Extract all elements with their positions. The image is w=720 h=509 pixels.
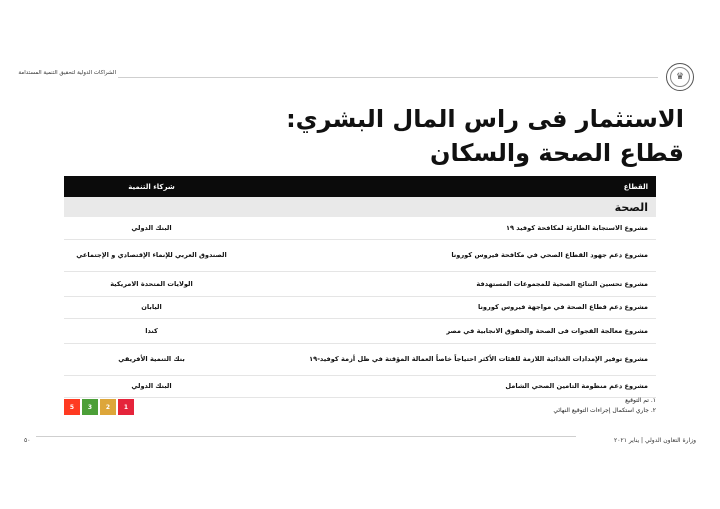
project-name: مشروع الاستجابة الطارئة لمكافحة كوفيد ١٩ xyxy=(239,217,656,239)
development-partner: الولايات المتحدة الامريكية xyxy=(64,271,239,296)
project-name: مشروع تحسين النتائج الصحية للمجموعات المستهدفة xyxy=(239,271,656,296)
table-row xyxy=(64,271,656,296)
projects-table xyxy=(64,176,656,398)
development-partner: كندا xyxy=(64,318,239,343)
page-title: الاستثمار فى راس المال البشري: قطاع الصحة والسكان xyxy=(286,105,684,167)
table-row xyxy=(64,343,656,375)
development-partner: البنك الدولي xyxy=(64,375,239,397)
footnote-signed: ١. تم التوقيع xyxy=(625,397,656,404)
column-header-sector: القطاع xyxy=(239,176,656,197)
project-name: مشروع معالجة الفجوات فى الصحة والحقوق الانجابية في مصر xyxy=(239,318,656,343)
table-row xyxy=(64,296,656,318)
header-subtitle: الشراكات الدولية لتحقيق التنمية المستدامة xyxy=(18,70,116,76)
footnote-pending: ٢. جاري استكمال إجراءات التوقيع النهائي xyxy=(553,407,656,414)
egypt-eagle-emblem-icon: ♛ xyxy=(666,63,694,91)
footer-text: وزارة التعاون الدولي | يناير ٢٠٢١ xyxy=(614,437,696,444)
table-row xyxy=(64,375,656,397)
project-name: مشروع دعم جهود القطاع الصحي في مكافحة فيروس كورونا xyxy=(239,239,656,271)
footer-divider xyxy=(36,436,576,437)
table-header-row xyxy=(64,176,656,197)
sdg-3-good-health-icon: 3 xyxy=(82,399,98,415)
header-divider xyxy=(118,77,658,78)
footnotes xyxy=(553,396,656,416)
page-number: ٥٠ xyxy=(24,437,31,444)
table-group-row xyxy=(64,197,656,217)
group-label-health: الصحة xyxy=(64,197,656,217)
development-partner: البنك الدولي xyxy=(64,217,239,239)
table-row xyxy=(64,318,656,343)
table-row xyxy=(64,217,656,239)
development-partner: اليابان xyxy=(64,296,239,318)
table-row xyxy=(64,239,656,271)
sdg-2-zero-hunger-icon: 2 xyxy=(100,399,116,415)
project-name: مشروع دعم قطاع الصحة في مواجهة فيروس كورونا xyxy=(239,296,656,318)
sdg-icons xyxy=(64,399,134,415)
sdg-1-no-poverty-icon: 1 xyxy=(118,399,134,415)
column-header-partners: شركاء التنمية xyxy=(64,176,239,197)
development-partner: الصندوق العربي للإنماء الإقتصادي و الإجتماعي xyxy=(64,239,239,271)
project-name: مشروع دعم منظومة التامين الصحي الشامل xyxy=(239,375,656,397)
sdg-5-gender-equality-icon: 5 xyxy=(64,399,80,415)
development-partner: بنك التنمية الأفريقي xyxy=(64,343,239,375)
project-name: مشروع توفير الإمدادات الغذائية اللازمة للفئات الأكثر احتياجاً خاصاً العمالة المؤقتة في ظل أزمة كوفيد-١٩ xyxy=(239,343,656,375)
